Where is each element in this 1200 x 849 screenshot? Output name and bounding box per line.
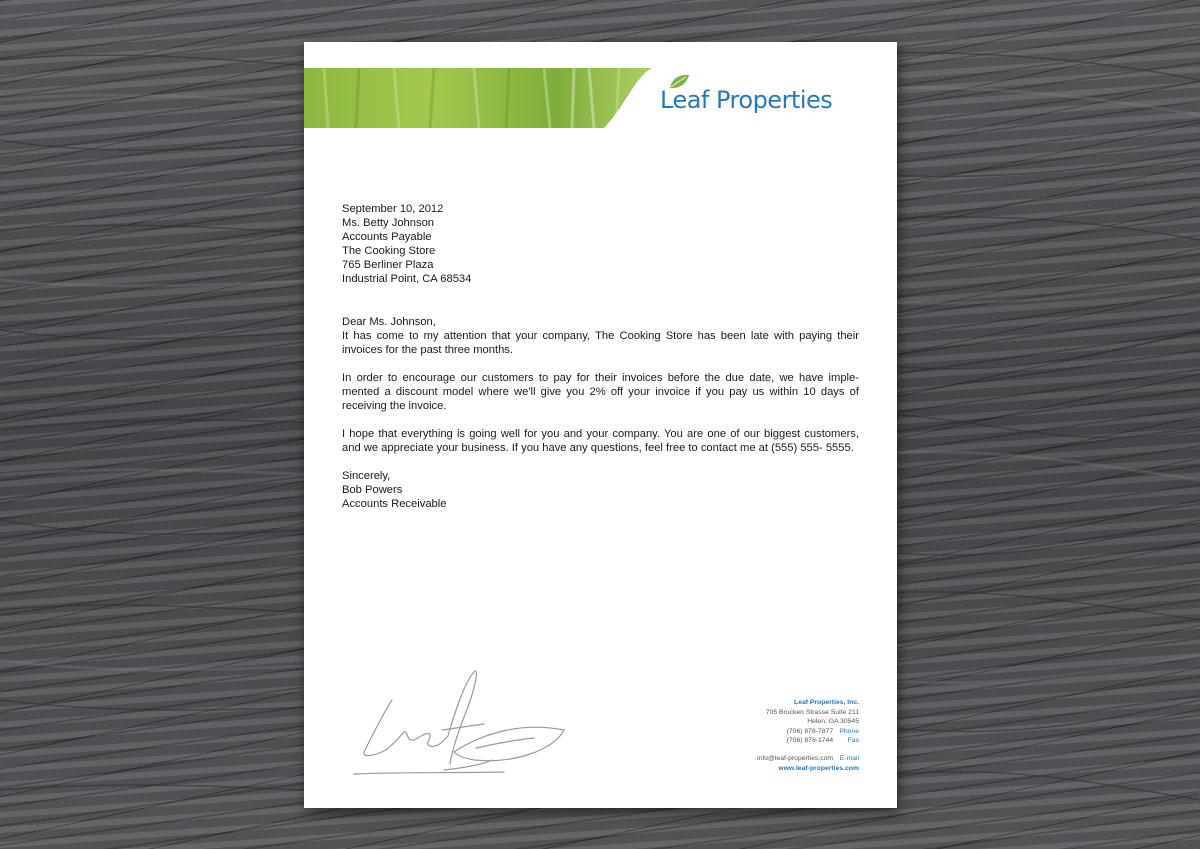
grass-banner-image <box>304 68 664 128</box>
letter-paper <box>304 42 897 808</box>
signature-image <box>334 652 574 782</box>
letter-body <box>342 202 859 511</box>
footer-website[interactable]: www.leaf-properties.com <box>778 764 859 772</box>
closing: Sincerely, <box>342 470 391 482</box>
paragraph: In order to encourage our customers to pay for their invoices before the due date, we have imple- mented a discount model where we'll give you 2% off your invoice if you pay us within 10 days of receiving the invoice. <box>342 372 859 412</box>
footer-company: Leaf Properties, Inc. <box>794 699 859 706</box>
footer-email-label: E-mail <box>839 754 859 762</box>
footer-fax: (706) 878-1744 <box>786 737 834 745</box>
footer-email[interactable]: info@leaf-properties.com <box>757 754 834 762</box>
letter-date: September 10, 2012 <box>342 203 444 215</box>
company-name: Leaf Properties <box>660 86 833 114</box>
recipient-address <box>342 216 859 286</box>
paragraph: I hope that everything is going well for you and your company. You are one of our biggest customers, and we appreciate your business. If you have any questions, feel free to contact me at (555) 555- 5555. <box>342 428 859 454</box>
sender-name: Bob Powers <box>342 484 403 496</box>
footer-street: 705 Brucken Strasse Suite 211 <box>765 708 859 716</box>
footer-fax-row <box>659 736 859 746</box>
recipient-city: Industrial Point, CA 68534 <box>342 273 472 285</box>
salutation: Dear Ms. Johnson, <box>342 316 436 328</box>
footer-phone-row <box>659 727 859 737</box>
recipient-street: 765 Berliner Plaza <box>342 259 434 271</box>
footer-fax-label: Fax <box>847 737 859 745</box>
footer-phone-label: Phone <box>839 727 859 735</box>
footer-city: Helen, GA 30545 <box>807 718 859 726</box>
recipient-company: The Cooking Store <box>342 245 436 257</box>
paragraph: It has come to my attention that your company, The Cooking Store has been late with paying their invoices for the past three months. <box>342 330 859 356</box>
recipient-name: Ms. Betty Johnson <box>342 217 435 229</box>
recipient-department: Accounts Payable <box>342 231 432 243</box>
letterhead-footer <box>659 698 859 773</box>
company-logo <box>656 74 866 124</box>
sender-title: Accounts Receivable <box>342 498 447 510</box>
footer-phone: (706) 878-7877 <box>786 727 834 735</box>
footer-email-row <box>659 754 859 764</box>
